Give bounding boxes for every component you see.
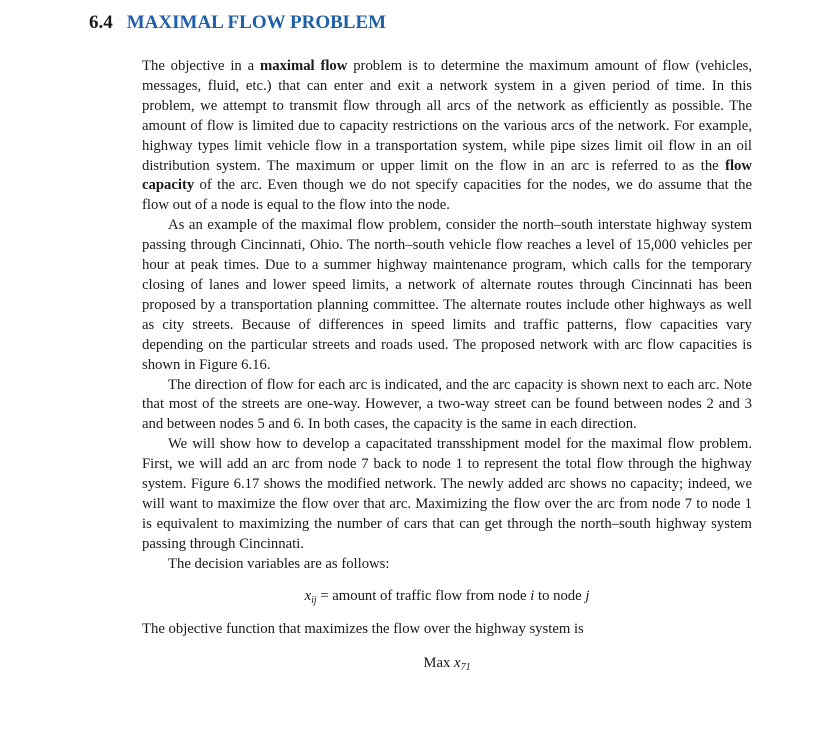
eq-subscript: 71 [460, 662, 471, 674]
paragraph-3: The direction of flow for each arc is indicated, and the arc capacity is shown next to each arc. Note that most of the streets are one-way. However, a two-way street can be found between nodes 2 and 3 and between nodes 5 and 6. In both cases, the capacity is the same in each direction. [142, 376, 752, 433]
eq-max-label: Max [423, 655, 455, 672]
term-maximal-flow: maximal flow [259, 58, 348, 74]
paragraph-1 [142, 57, 752, 216]
eq-subscript: ij [311, 594, 317, 606]
article-body [142, 57, 752, 688]
eq-text: to node [534, 587, 586, 604]
text-run: of the arc. Even though we do not specify capacities for the nodes, we do assume that the flow out of a node is equal to the flow into the node. [142, 177, 752, 214]
eq-index-j: j [585, 587, 590, 604]
paragraph-6: The objective function that maximizes the flow over the highway system is [142, 621, 584, 638]
eq-index-i: i [530, 587, 535, 604]
eq-var: x [304, 587, 312, 604]
section-number: 6.4 [89, 12, 113, 33]
term-flow-capacity: flow capacity [142, 157, 752, 194]
paragraph-5: The decision variables are as follows: [168, 555, 390, 572]
text-run: The objective in a [142, 58, 260, 74]
paragraph-2: As an example of the maximal flow problem, consider the north–south interstate highway system passing through Cincinnati, Ohio. The north–south vehicle flow reaches a level of 15,000 vehicles per hour at peak times. Due to a summer highway maintenance program, which calls for the temporary closing of lanes and lower speed limits, a network of alternate routes through Cincinnati has been proposed by a transportation planning committee. The alternate routes include other highways as well as city streets. Because of differences in speed limits and traffic patterns, flow capacities vary depending on the particular streets and roads used. The proposed network with arc flow capacities is shown in Figure 6.16. [142, 217, 752, 373]
text-run: problem is to determine the maximum amount of flow (vehicles, messages, fluid, etc.) that can enter and exit a network system in a given period of time. In this problem, we attempt to transmit flow through all arcs of the network as efficiently as possible. The amount of flow is limited due to capacity restrictions on the various arcs of the network. For example, highway types limit vehicle flow in a transportation system, while pipe sizes limit oil flow in an oil distribution system. The maximum or upper limit on the flow in an arc is referred to as the [142, 58, 752, 174]
decision-variable-equation [142, 587, 752, 611]
eq-var: x [454, 655, 461, 672]
section-title: MAXIMAL FLOW PROBLEM [126, 12, 387, 33]
section-heading [89, 12, 386, 34]
paragraph-4: We will show how to develop a capacitated transshipment model for the maximal flow problem. First, we will add an arc from node 7 back to node 1 to represent the total flow through the highway system. Figure 6.17 shows the modified network. The newly added arc shows no capacity; indeed, we will want to maximize the flow over that arc. Maximizing the flow over the arc from node 7 to node 1 is equivalent to maximizing the number of cars that can get through the north–south highway system passing through Cincinnati. [142, 436, 752, 552]
objective-equation [142, 654, 752, 678]
eq-text: = amount of traffic flow from node [316, 587, 531, 604]
